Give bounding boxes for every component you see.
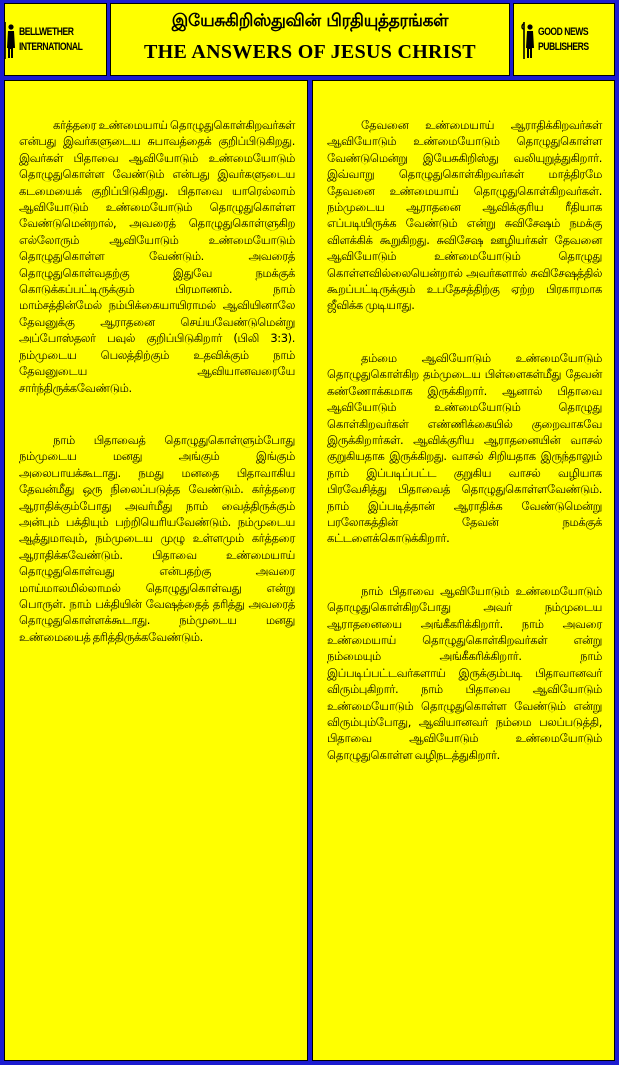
paragraph: நாம் பிதாவை ஆவியோடும் உண்மையோடும் தொழுதுகொள்கிறபோது அவர் நம்முடைய ஆராதனையை அங்கீகரிக்கிறார். நாம் அவரை உண்மையாய் தொழுதுகொள்கிறவர்கள் என்று நம்மையும் அங்கீகரிக்கிறார். நாம் இப்படிப்பட்டவர்களாய் இருக்கும்படி பிதாவானவர் விரும்புகிறார். நாம் பிதாவை ஆவியோடும் உண்மையோடும் தொழுதுகொள்ள வேண்டும் என்று விரும்பும்போது, ஆவியானவர் நம்மை பலப்படுத்தி, பிதாவை ஆவியோடும் உண்மையோடும் தொழுதுகொள்ள வழிநடத்துகிறார். [327, 583, 602, 762]
person-with-staff-icon [4, 20, 16, 60]
title-english: THE ANSWERS OF JESUS CHRIST [144, 41, 476, 63]
logo-line-1: GOOD NEWS [537, 25, 588, 38]
right-column [312, 80, 615, 1061]
paragraph: நாம் பிதாவைத் தொழுதுகொள்ளும்போது நம்முடைய மனது அங்கும் இங்கும் அலைபாயக்கூடாது. நமது மனதை பிதாவாகிய தேவன்மீது ஒரு நிலைப்படுத்த வேண்டும். கர்த்தரை ஆராதிக்கும்போது அவர்மீது நாம் வைத்திருக்கும் அன்பும் பக்தியும் பற்றியெரியவேண்டும். நம்முடைய ஆத்துமாவும், நம்முடைய முழு உள்ளமும் கர்த்தரை ஆராதிக்கவேண்டும். பிதாவை உண்மையாய் தொழுதுகொள்வது என்பதற்கு அவரை மாய்மாலமில்லாமல் தொழுதுகொள்வது என்று பொருள். நாம் பக்தியின் வேஷத்தைத் தரித்து அவரைத் தொழுதுகொள்ளக்கூடாது. நம்முடைய மனது உண்மையைத் தரித்திருக்கவேண்டும். [19, 432, 295, 644]
logo-line-2: INTERNATIONAL [19, 40, 83, 53]
title-banner [110, 3, 510, 76]
person-with-staff-icon [521, 20, 535, 60]
paragraph: கர்த்தரை உண்மையாய் தொழுதுகொள்கிறவர்கள் என்பது இவர்களுடைய சுபாவத்தைக் குறிப்பிடுகிறது. இவர்கள் பிதாவை ஆவியோடும் உண்மையோடும் தொழுதுகொள்ள வேண்டும் என்பது இவர்களுடைய கடமையைக் குறிப்பிடுகிறது. பிதாவை யாரெல்லாம் ஆவியோடும் உண்மையோடும் தொழுதுகொள்ள வேண்டுமென்றால், அவரைத் தொழுதுகொள்ளுகிற எல்லோரும் ஆவியோடும் உண்மையோடும் தொழுதுகொள்ள வேண்டும். அவரைத் தொழுதுகொள்வதற்கு இதுவே நமக்குக் கொடுக்கப்பட்டிருக்கும் பிரமாணம். நாம் மாம்சத்தின்மேல் நம்பிக்கையாயிராமல் ஆவியினாலே தேவனுக்கு ஆராதனை செய்யவேண்டுமென்று அப்போஸ்தலர் பவுல் குறிப்பிடுகிறார் (பிலி 3:3). நம்முடைய பெலத்திற்கும் உதவிக்கும் நாம் தேவனுடைய ஆவியானவரையே சார்ந்திருக்கவேண்டும். [19, 118, 295, 395]
logo-line-2: PUBLISHERS [537, 40, 589, 53]
logo-line-1: BELLWETHER [19, 25, 74, 38]
bellwether-logo [4, 3, 107, 76]
good-news-logo [513, 3, 615, 76]
left-column [4, 80, 308, 1061]
paragraph: தம்மை ஆவியோடும் உண்மையோடும் தொழுதுகொள்கிற தம்முடைய பிள்ளைகள்மீது தேவன் கண்ணோக்கமாக இருக்கிறார். ஆனால் பிதாவை ஆவியோடும் உண்மையோடும் தொழுது கொள்கிறவர்கள் எண்ணிக்கையில் குறைவாகவே இருக்கிறார்கள். ஆவிக்குரிய ஆராதனையின் வாசல் குறுகியதாக இருக்கிறது. வாசல் சிறியதாக இருந்தாலும் நாம் இப்படிப்பட்ட குறுகிய வாசல் வழியாக பிரவேசித்து பிதாவைத் தொழுதுகொள்ளவேண்டும். நாம் இப்படித்தான் ஆராதிக்க வேண்டுமென்று பரலோகத்தின் தேவன் நமக்குக் கட்டளைக்கொடுக்கிறார். [327, 350, 602, 546]
title-tamil: இயேசுகிறிஸ்துவின் பிரதியுத்தரங்கள் [171, 11, 449, 31]
paragraph: தேவனை உண்மையாய் ஆராதிக்கிறவர்கள் ஆவியோடும் உண்மையோடும் தொழுதுகொள்ள வேண்டுமென்று இயேசுகிறிஸ்து வலியுறுத்துகிறார். இவ்வாறு தொழுதுகொள்கிறவர்கள் மாத்திரமே தேவனை உண்மையாய் தொழுதுகொள்கிறவர்கள். நம்முடைய ஆராதனை ஆவிக்குரிய ரீதியாக எப்படியிருக்க வேண்டும் என்று சுவிசேஷம் நமக்கு விளக்கிக் கூறுகிறது. சுவிசேஷ ஊழியர்கள் தேவனை ஆவியோடும் உண்மையோடும் தொழுது கொள்ளவில்லையென்றால் அவர்களால் சுவிசேஷத்தில் கூறப்பட்டிருக்கும் உபதேசத்திற்கு ஏற்ற பிரகாரமாக ஜீவிக்க முடியாது. [327, 118, 602, 313]
